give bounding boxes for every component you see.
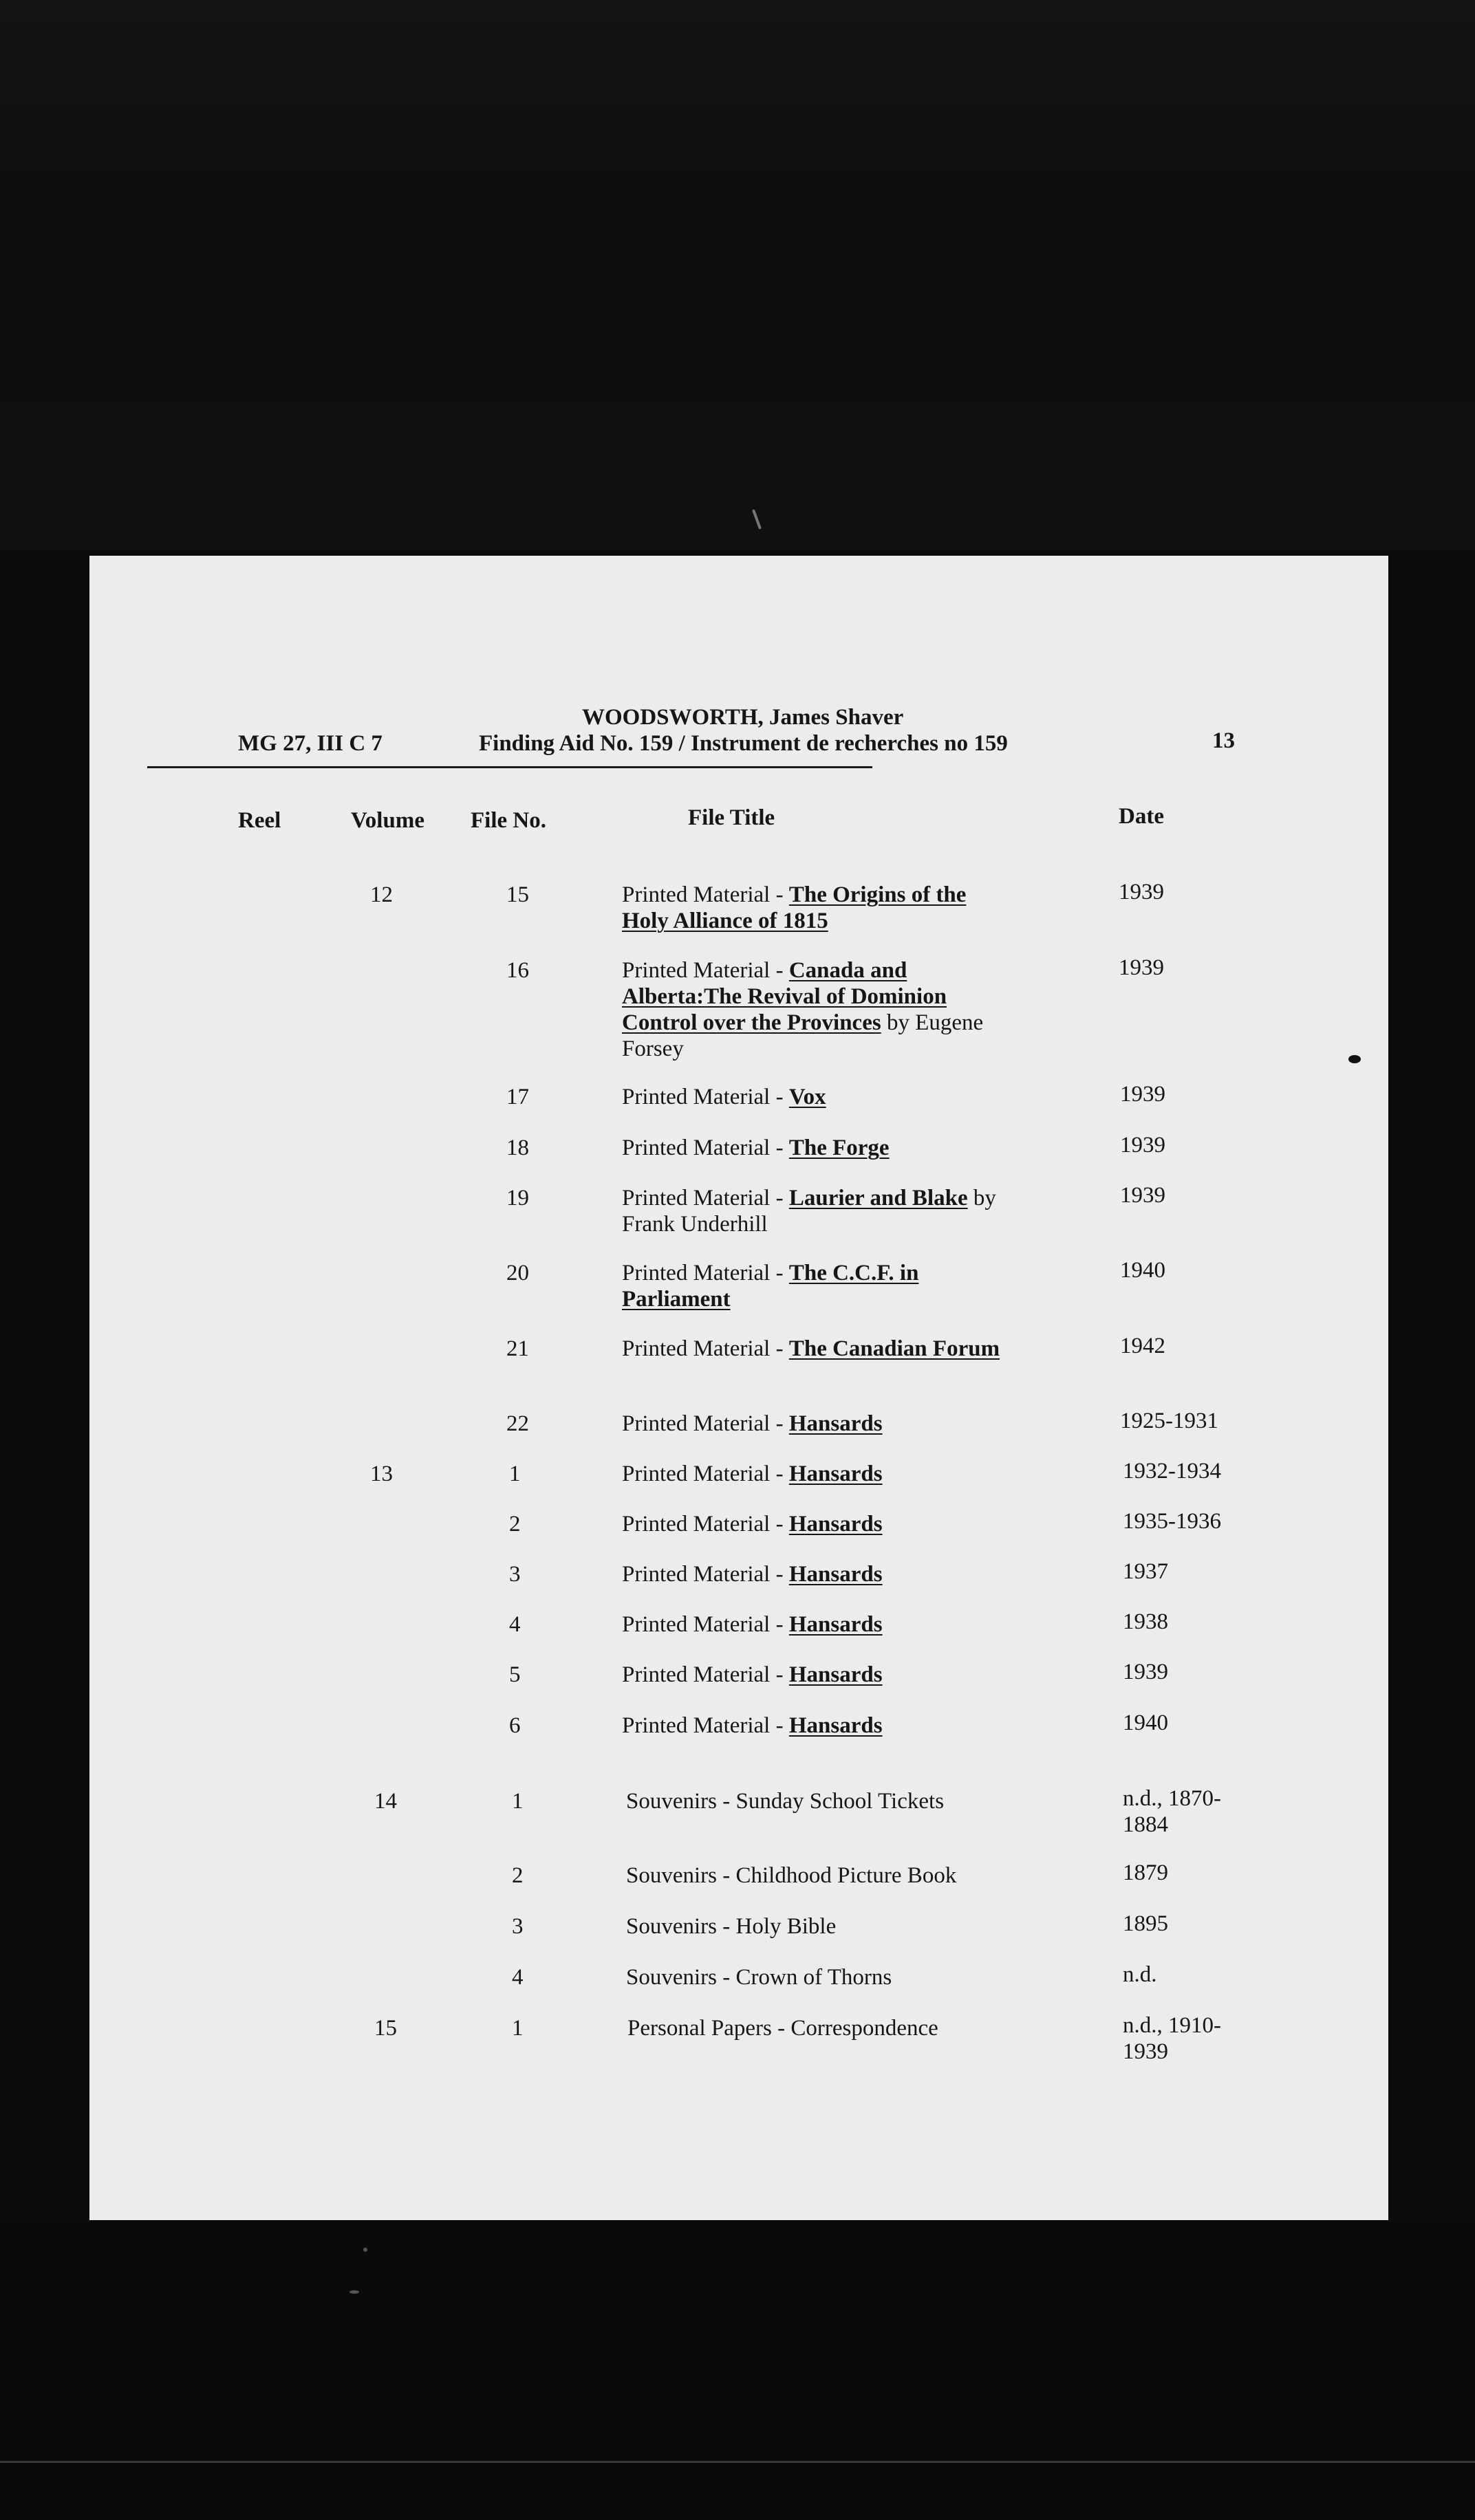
file-title-prefix: Printed Material - xyxy=(622,1336,789,1361)
file-title xyxy=(622,1411,1007,1437)
file-number: 4 xyxy=(512,1965,524,1990)
file-date: n.d., 1910-1939 xyxy=(1123,2013,1221,2064)
file-title-prefix: Printed Material - xyxy=(622,1136,789,1160)
file-number: 3 xyxy=(509,1562,521,1587)
file-title xyxy=(622,1084,1007,1110)
file-title-prefix: Printed Material - xyxy=(622,1462,789,1486)
file-title xyxy=(622,882,1007,934)
file-date: 1879 xyxy=(1123,1860,1168,1885)
file-title xyxy=(626,1913,1011,1940)
file-title xyxy=(622,1461,1007,1487)
file-date: 1939 xyxy=(1120,1082,1165,1107)
file-number: 1 xyxy=(512,1789,524,1814)
file-title-author: by Frank Underhill xyxy=(622,1186,996,1237)
file-title-prefix: Printed Material - xyxy=(622,1186,789,1210)
file-number: 5 xyxy=(509,1662,521,1687)
file-number: 2 xyxy=(512,1863,524,1888)
file-title-author: by Eugene Forsey xyxy=(622,1010,984,1061)
file-date: 1937 xyxy=(1123,1559,1168,1584)
file-date: n.d. xyxy=(1123,1962,1157,1987)
file-title-prefix: Personal Papers - Correspondence xyxy=(627,2016,938,2041)
publication-title: Hansards xyxy=(788,1512,883,1536)
publication-title: Canada and Alberta:The Revival of Dominion Control over the Provinces xyxy=(622,958,947,1035)
file-date: 1940 xyxy=(1123,1710,1168,1735)
scan-edge-line xyxy=(0,2461,1475,2463)
file-title xyxy=(627,2015,1013,2041)
file-number: 19 xyxy=(506,1186,529,1210)
file-title-prefix: Printed Material - xyxy=(622,1411,789,1436)
file-title xyxy=(622,1260,1007,1312)
file-date: 1935-1936 xyxy=(1123,1509,1221,1534)
collection-name: WOODSWORTH, James Shaver xyxy=(582,705,904,730)
file-title xyxy=(626,1964,1011,1990)
publication-title: Hansards xyxy=(788,1612,883,1637)
column-header-file-no: File No. xyxy=(471,808,546,833)
file-title xyxy=(622,1713,1007,1739)
file-date: 1939 xyxy=(1120,1133,1165,1158)
file-title-prefix: Souvenirs - Sunday School Tickets xyxy=(626,1789,945,1814)
file-title xyxy=(622,1135,1007,1161)
column-header-volume: Volume xyxy=(351,808,424,833)
publication-title: The Origins of the Holy Alliance of 1815 xyxy=(622,882,967,933)
file-title xyxy=(622,1662,1007,1688)
publication-title: Laurier and Blake xyxy=(788,1186,968,1210)
publication-title: The C.C.F. in Parliament xyxy=(622,1261,919,1312)
file-title xyxy=(626,1862,1011,1889)
publication-title: Hansards xyxy=(788,1562,883,1587)
file-title-prefix: Printed Material - xyxy=(622,958,789,983)
publication-title: Vox xyxy=(788,1085,826,1109)
file-number: 1 xyxy=(509,1462,521,1486)
publication-title: Hansards xyxy=(788,1662,883,1687)
collection-reference: MG 27, III C 7 xyxy=(238,731,383,756)
file-number: 15 xyxy=(506,882,529,907)
scan-bottom-background xyxy=(0,2222,1475,2520)
file-title-prefix: Printed Material - xyxy=(622,1562,789,1587)
file-title xyxy=(622,957,1007,1062)
scan-top-background xyxy=(0,0,1475,550)
file-date: 1939 xyxy=(1120,1183,1165,1208)
file-date: 1938 xyxy=(1123,1609,1168,1634)
volume-number: 15 xyxy=(374,2016,397,2041)
file-number: 21 xyxy=(506,1336,529,1361)
file-date: 1932-1934 xyxy=(1123,1459,1221,1484)
volume-number: 12 xyxy=(370,882,393,907)
publication-title: The Canadian Forum xyxy=(788,1336,1000,1361)
file-title xyxy=(626,1788,1011,1814)
ink-mark xyxy=(1348,1055,1361,1063)
file-number: 20 xyxy=(506,1261,529,1285)
file-date: 1925-1931 xyxy=(1120,1409,1218,1433)
file-number: 1 xyxy=(512,2016,524,2041)
file-number: 3 xyxy=(512,1914,524,1939)
file-title-prefix: Printed Material - xyxy=(622,1612,789,1637)
volume-number: 13 xyxy=(370,1462,393,1486)
publication-title: Hansards xyxy=(788,1462,883,1486)
scan-speck xyxy=(363,2248,367,2252)
file-date: 1939 xyxy=(1123,1660,1168,1684)
file-date: 1939 xyxy=(1119,880,1164,904)
file-title xyxy=(622,1185,1007,1237)
file-title-prefix: Printed Material - xyxy=(622,1261,789,1285)
column-header-file-title: File Title xyxy=(688,805,775,830)
file-number: 4 xyxy=(509,1612,521,1637)
file-title xyxy=(622,1511,1007,1537)
volume-number: 14 xyxy=(374,1789,397,1814)
file-title xyxy=(622,1611,1007,1638)
file-date: 1939 xyxy=(1119,955,1164,980)
file-number: 2 xyxy=(509,1512,521,1536)
file-title-prefix: Printed Material - xyxy=(622,1713,789,1738)
file-number: 16 xyxy=(506,958,529,983)
file-number: 18 xyxy=(506,1136,529,1160)
file-title xyxy=(622,1561,1007,1587)
file-title xyxy=(622,1336,1007,1362)
file-title-prefix: Printed Material - xyxy=(622,1662,789,1687)
file-title-prefix: Souvenirs - Childhood Picture Book xyxy=(626,1863,957,1888)
scan-speck xyxy=(349,2290,359,2294)
header-rule xyxy=(147,766,872,768)
file-date: 1895 xyxy=(1123,1911,1168,1936)
file-number: 22 xyxy=(506,1411,529,1436)
file-title-prefix: Souvenirs - Holy Bible xyxy=(626,1914,837,1939)
file-title-prefix: Printed Material - xyxy=(622,882,789,907)
file-date: n.d., 1870-1884 xyxy=(1123,1786,1221,1837)
file-title-prefix: Souvenirs - Crown of Thorns xyxy=(626,1965,892,1990)
file-date: 1940 xyxy=(1120,1258,1165,1283)
file-number: 17 xyxy=(506,1085,529,1109)
page-number: 13 xyxy=(1212,728,1235,753)
file-number: 6 xyxy=(509,1713,521,1738)
publication-title: Hansards xyxy=(788,1411,883,1436)
column-header-reel: Reel xyxy=(238,808,281,833)
file-title-prefix: Printed Material - xyxy=(622,1512,789,1536)
file-date: 1942 xyxy=(1120,1334,1165,1358)
finding-aid-title: Finding Aid No. 159 / Instrument de recherches no 159 xyxy=(479,731,1008,756)
column-header-date: Date xyxy=(1119,804,1164,829)
publication-title: The Forge xyxy=(788,1136,890,1160)
publication-title: Hansards xyxy=(788,1713,883,1738)
file-title-prefix: Printed Material - xyxy=(622,1085,789,1109)
